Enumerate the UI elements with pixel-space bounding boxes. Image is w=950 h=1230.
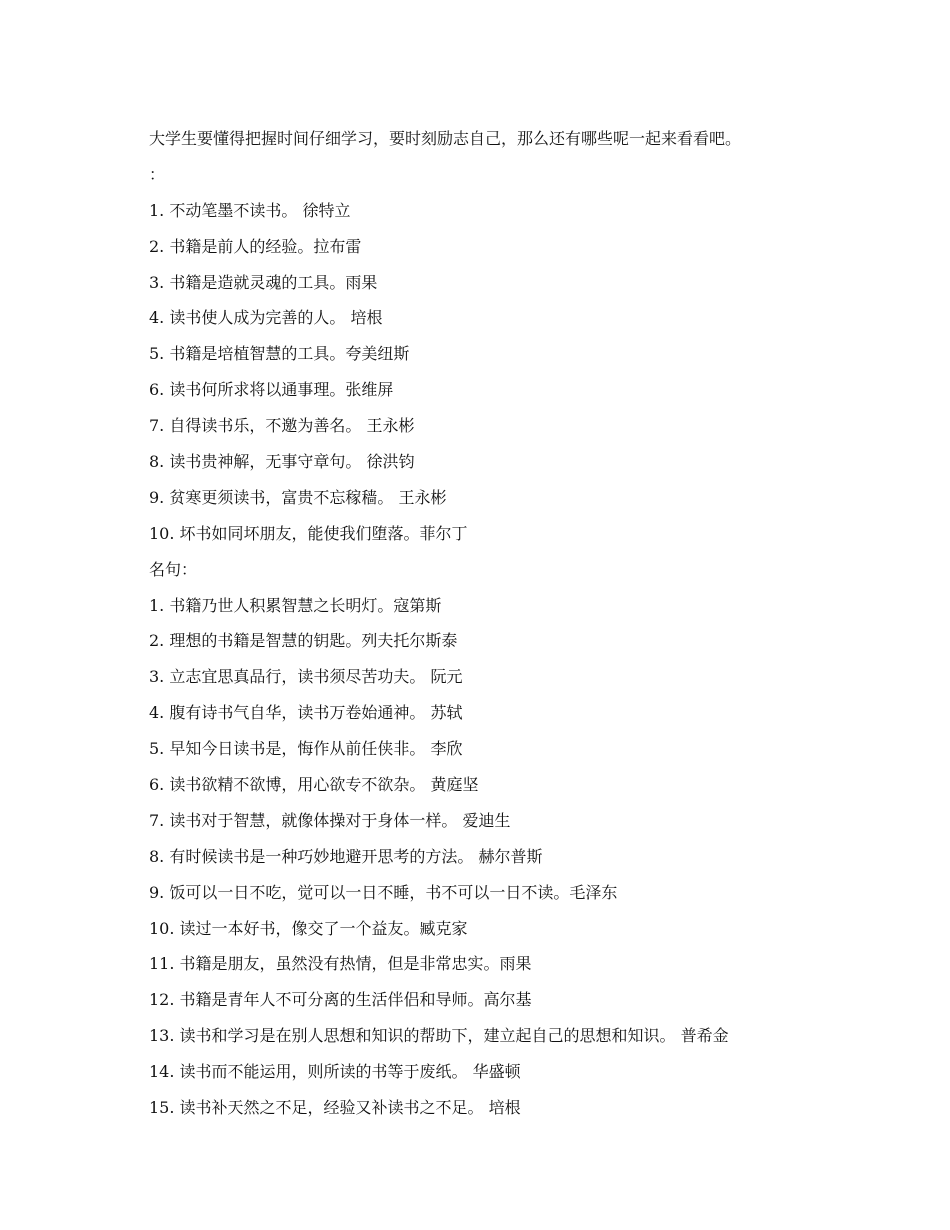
list-item: 13. 读书和学习是在别人思想和知识的帮助下，建立起自己的思想和知识。 普希金	[149, 1026, 729, 1046]
list-item: 11. 书籍是朋友，虽然没有热情，但是非常忠实。雨果	[149, 954, 532, 974]
list-item: 2. 书籍是前人的经验。拉布雷	[149, 236, 362, 256]
list-item: 15. 读书补天然之不足，经验又补读书之不足。 培根	[149, 1098, 521, 1118]
list-item: 9. 饭可以一日不吃，觉可以一日不睡，书不可以一日不读。毛泽东	[149, 882, 618, 902]
list-item: 5. 书籍是培植智慧的工具。夸美纽斯	[149, 344, 410, 364]
list-item: 1. 不动笔墨不读书。 徐特立	[149, 200, 351, 220]
list-item: 6. 读书何所求将以通事理。张维屏	[149, 380, 394, 400]
intro-colon: ：	[149, 164, 166, 184]
list-item: 8. 有时候读书是一种巧妙地避开思考的方法。 赫尔普斯	[149, 846, 543, 866]
list-item: 10. 读过一本好书，像交了一个益友。臧克家	[149, 918, 468, 938]
list-item: 1. 书籍乃世人积累智慧之长明灯。寇第斯	[149, 595, 442, 615]
list-item: 6. 读书欲精不欲博，用心欲专不欲杂。 黄庭坚	[149, 775, 479, 795]
list-item: 3. 立志宜思真品行，读书须尽苦功夫。 阮元	[149, 667, 463, 687]
list-item: 7. 自得读书乐，不邀为善名。 王永彬	[149, 416, 415, 436]
quote-list-2	[149, 588, 869, 1126]
list-item: 10. 坏书如同坏朋友，能使我们堕落。菲尔丁	[149, 523, 468, 543]
list-item: 3. 书籍是造就灵魂的工具。雨果	[149, 272, 378, 292]
list-item: 5. 早知今日读书是，悔作从前任侠非。 李欣	[149, 739, 463, 759]
list-item: 4. 腹有诗书气自华，读书万卷始通神。 苏轼	[149, 703, 463, 723]
document-page	[149, 121, 869, 1126]
list-item: 12. 书籍是青年人不可分离的生活伴侣和导师。高尔基	[149, 990, 532, 1010]
list-item: 8. 读书贵神解，无事守章句。 徐洪钧	[149, 452, 415, 472]
intro-paragraph: 大学生要懂得把握时间仔细学习，要时刻励志自己，那么还有哪些呢一起来看看吧。	[149, 129, 742, 148]
list-item: 14. 读书而不能运用，则所读的书等于废纸。 华盛顿	[149, 1062, 521, 1082]
quote-list-1	[149, 193, 869, 552]
list-item: 4. 读书使人成为完善的人。 培根	[149, 308, 383, 328]
list-item: 7. 读书对于智慧，就像体操对于身体一样。 爱迪生	[149, 810, 511, 830]
list-item: 9. 贫寒更须读书，富贵不忘稼穑。 王永彬	[149, 487, 447, 507]
section-heading: 名句：	[149, 559, 198, 579]
list-item: 2. 理想的书籍是智慧的钥匙。列夫托尔斯泰	[149, 631, 458, 651]
